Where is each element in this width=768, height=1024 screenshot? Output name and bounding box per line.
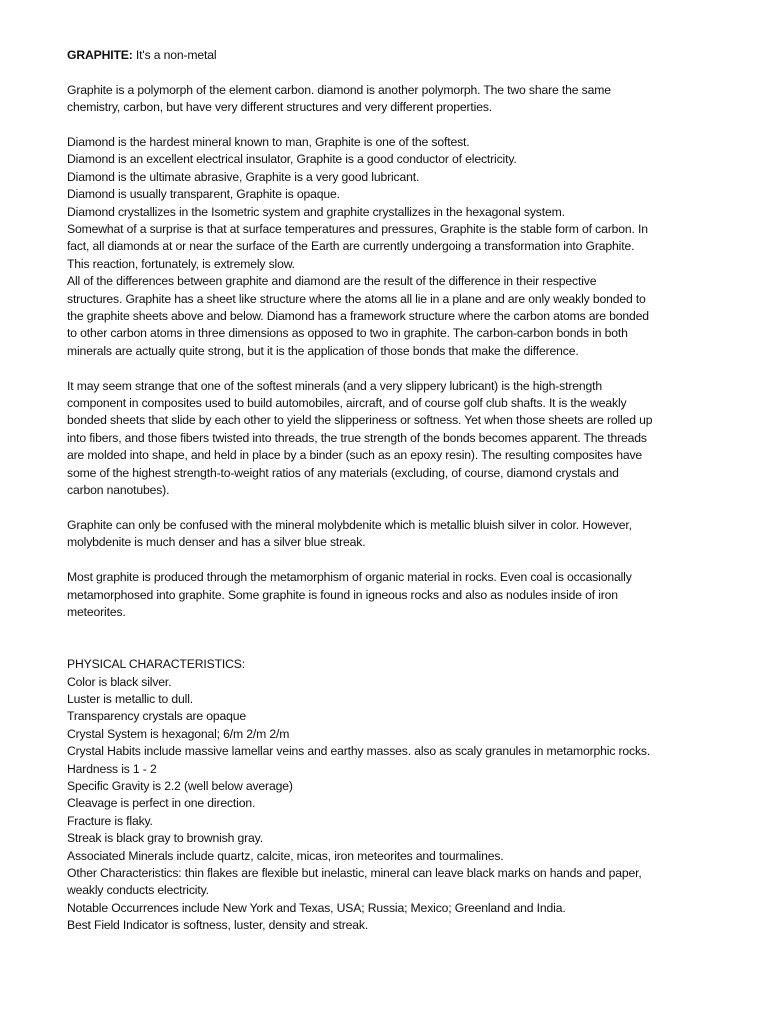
paragraph-line: This reaction, fortunately, is extremely slow.	[67, 256, 295, 271]
title-label: GRAPHITE:	[67, 48, 133, 62]
paragraph-line: component in composites used to build automobiles, aircraft, and of course golf club shafts. It is the weakly	[67, 396, 627, 411]
paragraph-line: Diamond is the hardest mineral known to man, Graphite is one of the softest.	[67, 135, 470, 149]
paragraph-composites	[67, 378, 717, 500]
paragraph-comparison	[67, 134, 717, 360]
paragraph-formation	[67, 569, 717, 621]
paragraph-molybdenite	[67, 517, 717, 552]
physical-item: Luster is metallic to dull.	[67, 691, 194, 706]
paragraph-line: meteorites.	[67, 604, 126, 619]
physical-item: Color is black silver.	[67, 674, 172, 689]
physical-item: Hardness is 1 - 2	[67, 761, 157, 776]
section-spacer	[67, 639, 717, 656]
title-text: It's a non-metal	[132, 48, 217, 62]
paragraph-line: metamorphosed into graphite. Some graphite is found in igneous rocks and also as nodules inside of iron	[67, 587, 618, 602]
paragraph-line: minerals are actually quite strong, but it is the application of those bonds that make the difference.	[67, 343, 579, 358]
paragraph-line: fact, all diamonds at or near the surface of the Earth are currently undergoing a transformation into Graphite.	[67, 239, 635, 254]
physical-characteristics	[67, 656, 717, 935]
paragraph-line: carbon nanotubes).	[67, 483, 170, 498]
physical-item: Crystal Habits include massive lamellar veins and earthy masses. also as scaly granules in metamorphic rocks.	[67, 744, 651, 759]
physical-item: Best Field Indicator is softness, luster, density and streak.	[67, 918, 369, 933]
paragraph-intro	[67, 82, 717, 117]
paragraph-line: bonded sheets that slide by each other to yield the slipperiness or softness. Yet when those sheets are rolled up	[67, 413, 653, 428]
document-page	[67, 47, 717, 952]
paragraph-line: All of the differences between graphite and diamond are the result of the difference in their respective	[67, 274, 597, 289]
physical-item: Crystal System is hexagonal; 6/m 2/m 2/m	[67, 726, 290, 741]
paragraph-line: are molded into shape, and held in place by a binder (such as an epoxy resin). The resulting composites have	[67, 448, 643, 463]
physical-heading: PHYSICAL CHARACTERISTICS:	[67, 657, 245, 672]
paragraph-line: the graphite sheets above and below. Diamond has a framework structure where the carbon atoms are bonded	[67, 309, 649, 324]
paragraph-line: molybdenite is much denser and has a silver blue streak.	[67, 535, 366, 550]
paragraph-line: Diamond crystallizes in the Isometric system and graphite crystallizes in the hexagonal system.	[67, 204, 565, 219]
document-title	[67, 47, 717, 64]
paragraph-line: to other carbon atoms in three dimensions as opposed to two in graphite. The carbon-carbon bonds in both	[67, 326, 628, 341]
paragraph-line: Diamond is an excellent electrical insulator, Graphite is a good conductor of electricity.	[67, 152, 517, 167]
physical-item: Transparency crystals are opaque	[67, 709, 247, 724]
paragraph-line: Diamond is the ultimate abrasive, Graphite is a very good lubricant.	[67, 169, 420, 184]
paragraph-line: some of the highest strength-to-weight ratios of any materials (excluding, of course, diamond crystals and	[67, 465, 619, 480]
physical-item: Fracture is flaky.	[67, 813, 153, 828]
physical-item: Other Characteristics: thin flakes are flexible but inelastic, mineral can leave black marks on hands and paper,	[67, 865, 642, 880]
paragraph-line: Graphite is a polymorph of the element carbon. diamond is another polymorph. The two share the same	[67, 82, 611, 97]
paragraph-line: into fibers, and those fibers twisted into threads, the true strength of the bonds becomes apparent. The threads	[67, 430, 647, 445]
physical-item: Notable Occurrences include New York and Texas, USA; Russia; Mexico; Greenland and India.	[67, 900, 566, 915]
paragraph-line: Most graphite is produced through the metamorphism of organic material in rocks. Even coal is occasionally	[67, 570, 632, 585]
paragraph-line: Somewhat of a surprise is that at surface temperatures and pressures, Graphite is the stable form of carbon. In	[67, 222, 648, 237]
paragraph-line: Diamond is usually transparent, Graphite is opaque.	[67, 187, 340, 202]
paragraph-line: structures. Graphite has a sheet like structure where the atoms all lie in a plane and are only weakly bonded to	[67, 291, 646, 306]
paragraph-line: Graphite can only be confused with the mineral molybdenite which is metallic bluish silver in color. However,	[67, 517, 632, 532]
paragraph-line: chemistry, carbon, but have very different structures and very different properties.	[67, 100, 493, 115]
physical-item: weakly conducts electricity.	[67, 883, 209, 898]
paragraph-line: It may seem strange that one of the softest minerals (and a very slippery lubricant) is the high-strength	[67, 378, 602, 393]
physical-item: Streak is black gray to brownish gray.	[67, 831, 263, 846]
physical-item: Associated Minerals include quartz, calcite, micas, iron meteorites and tourmalines.	[67, 848, 504, 863]
physical-item: Cleavage is perfect in one direction.	[67, 796, 256, 811]
physical-item: Specific Gravity is 2.2 (well below average)	[67, 778, 293, 793]
